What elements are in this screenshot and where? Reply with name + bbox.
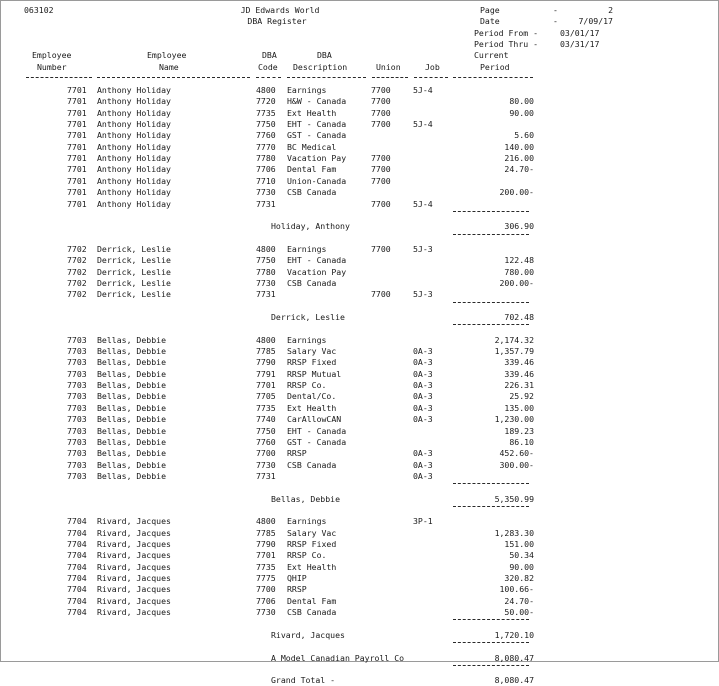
row-current-period: 86.10 bbox=[509, 436, 534, 447]
report-title: DBA Register bbox=[247, 16, 307, 26]
row-dba-description: Earnings bbox=[287, 85, 327, 95]
group-total-value: 702.48 bbox=[504, 312, 534, 322]
company-total-value: 8,080.47 bbox=[494, 652, 534, 663]
company-total-label: A Model Canadian Payroll Co bbox=[271, 652, 405, 663]
col-current-period: Period bbox=[480, 62, 510, 72]
row-current-period: 5.60 bbox=[514, 130, 534, 141]
row-job: 0A-3 bbox=[413, 459, 433, 470]
row-employee-number: 7704 bbox=[67, 595, 87, 606]
group-rule bbox=[453, 324, 529, 325]
row-dba-code: 4800 bbox=[256, 243, 276, 254]
row-current-period: 90.00 bbox=[509, 561, 534, 572]
row-dba-description: RRSP Mutual bbox=[287, 368, 342, 379]
row-job: 0A-3 bbox=[413, 414, 433, 425]
row-job: 0A-3 bbox=[413, 346, 433, 357]
row-employee-number: 7704 bbox=[67, 527, 87, 538]
row-current-period: 1,357.79 bbox=[494, 346, 534, 357]
row-current-period: 780.00 bbox=[504, 266, 534, 277]
row-employee-name: Derrick, Leslie bbox=[97, 266, 171, 277]
date-dash: - bbox=[553, 16, 558, 26]
row-dba-code: 7730 bbox=[256, 277, 276, 288]
row-dba-description: CSB Canada bbox=[287, 607, 337, 618]
col-employee-name: Employee bbox=[147, 50, 187, 60]
row-job: 0A-3 bbox=[413, 391, 433, 402]
row-union: 7700 bbox=[371, 153, 391, 164]
row-dba-description: Earnings bbox=[287, 516, 327, 527]
row-dba-code: 7790 bbox=[256, 539, 276, 549]
period-thru-label: Period Thru - bbox=[474, 39, 539, 49]
row-dba-code: 7750 bbox=[256, 425, 276, 436]
subtotal-rule bbox=[453, 483, 529, 484]
row-employee-number: 7701 bbox=[67, 96, 87, 107]
col-dba-code: DBA bbox=[262, 50, 277, 60]
row-union: 7700 bbox=[371, 289, 391, 300]
row-employee-name: Derrick, Leslie bbox=[97, 255, 171, 266]
row-employee-name: Rivard, Jacques bbox=[97, 584, 171, 595]
group-total-value: 5,350.99 bbox=[494, 493, 534, 504]
row-dba-code: 4800 bbox=[256, 334, 276, 345]
row-dba-description: BC Medical bbox=[287, 141, 337, 152]
row-dba-description: RRSP Fixed bbox=[287, 357, 337, 368]
row-union: 7700 bbox=[371, 107, 391, 118]
row-dba-description: EHT - Canada bbox=[287, 255, 347, 266]
row-employee-name: Bellas, Debbie bbox=[97, 436, 167, 447]
header-rule bbox=[97, 77, 250, 78]
period-from-label: Period From - bbox=[474, 28, 539, 38]
header-rule bbox=[256, 77, 281, 78]
row-dba-description: Ext Health bbox=[287, 561, 337, 572]
row-employee-name: Anthony Holiday bbox=[97, 198, 171, 209]
row-job: 5J-3 bbox=[413, 289, 433, 300]
row-dba-description: Dental/Co. bbox=[287, 391, 337, 402]
row-dba-code: 7701 bbox=[256, 380, 276, 391]
row-employee-number: 7701 bbox=[67, 130, 87, 141]
row-employee-number: 7702 bbox=[67, 289, 87, 300]
subtotal-rule bbox=[453, 619, 529, 620]
row-employee-name: Rivard, Jacques bbox=[97, 516, 171, 527]
row-dba-code: 7730 bbox=[256, 607, 276, 618]
group-rule bbox=[453, 506, 529, 507]
company-name: JD Edwards World bbox=[240, 5, 320, 15]
row-dba-code: 7760 bbox=[256, 130, 276, 141]
page-label: Page bbox=[480, 5, 500, 15]
row-dba-code: 7701 bbox=[256, 550, 276, 561]
row-current-period: 339.46 bbox=[504, 368, 534, 379]
row-job: 0A-3 bbox=[413, 380, 433, 391]
col-job: Job bbox=[425, 62, 440, 72]
row-employee-number: 7701 bbox=[67, 175, 87, 186]
header-rule bbox=[372, 77, 408, 78]
header-rule bbox=[287, 77, 366, 78]
grand-total-value: 8,080.47 bbox=[494, 675, 534, 686]
row-dba-code: 7791 bbox=[256, 368, 276, 379]
row-current-period: 50.00- bbox=[504, 607, 534, 618]
period-thru-value: 03/31/17 bbox=[560, 39, 600, 49]
row-dba-description: Union-Canada bbox=[287, 175, 347, 186]
row-dba-code: 7720 bbox=[256, 96, 276, 107]
row-employee-number: 7702 bbox=[67, 266, 87, 277]
page-dash: - bbox=[553, 5, 558, 15]
row-employee-number: 7701 bbox=[67, 119, 87, 130]
col-employee-name: Name bbox=[159, 62, 179, 72]
row-dba-description: RRSP bbox=[287, 448, 307, 459]
col-employee-number: Employee bbox=[32, 50, 72, 60]
row-dba-code: 7780 bbox=[256, 153, 276, 164]
row-employee-name: Anthony Holiday bbox=[97, 153, 171, 164]
row-union: 7700 bbox=[371, 198, 391, 209]
row-employee-name: Bellas, Debbie bbox=[97, 414, 167, 425]
row-dba-code: 4800 bbox=[256, 85, 276, 95]
row-dba-code: 7735 bbox=[256, 561, 276, 572]
row-current-period: 100.66- bbox=[499, 584, 534, 595]
row-current-period: 339.46 bbox=[504, 357, 534, 368]
row-dba-description: QHIP bbox=[287, 573, 307, 584]
row-employee-name: Anthony Holiday bbox=[97, 187, 171, 198]
group-total-label: Rivard, Jacques bbox=[271, 629, 345, 640]
row-employee-number: 7704 bbox=[67, 607, 87, 618]
group-total-value: 1,720.10 bbox=[494, 629, 534, 640]
row-union: 7700 bbox=[371, 164, 391, 175]
row-dba-code: 7785 bbox=[256, 346, 276, 357]
row-employee-name: Bellas, Debbie bbox=[97, 448, 167, 459]
row-dba-description: Earnings bbox=[287, 334, 327, 345]
row-employee-number: 7704 bbox=[67, 516, 87, 527]
row-dba-code: 7780 bbox=[256, 266, 276, 277]
row-union: 7700 bbox=[371, 175, 391, 186]
row-employee-number: 7703 bbox=[67, 402, 87, 413]
group-total-label: Holiday, Anthony bbox=[271, 221, 350, 232]
report-id: 063102 bbox=[24, 5, 54, 15]
subtotal-rule bbox=[453, 211, 529, 212]
row-dba-description: Earnings bbox=[287, 243, 327, 254]
row-current-period: 2,174.32 bbox=[494, 334, 534, 345]
row-employee-number: 7703 bbox=[67, 436, 87, 447]
row-dba-description: Salary Vac bbox=[287, 527, 337, 538]
header-rule bbox=[26, 77, 92, 78]
row-employee-name: Bellas, Debbie bbox=[97, 334, 167, 345]
row-employee-name: Derrick, Leslie bbox=[97, 277, 171, 288]
row-current-period: 320.82 bbox=[504, 573, 534, 584]
row-job: 5J-4 bbox=[413, 198, 433, 209]
row-job: 0A-3 bbox=[413, 470, 433, 481]
row-dba-description: EHT - Canada bbox=[287, 425, 347, 436]
row-dba-code: 7706 bbox=[256, 164, 276, 175]
row-employee-name: Rivard, Jacques bbox=[97, 527, 171, 538]
period-from-value: 03/01/17 bbox=[560, 28, 600, 38]
company-total-rule bbox=[453, 665, 529, 666]
row-dba-description: Dental Fam bbox=[287, 164, 337, 175]
row-union: 7700 bbox=[371, 243, 391, 254]
row-dba-code: 7735 bbox=[256, 107, 276, 118]
row-dba-description: RRSP Fixed bbox=[287, 539, 337, 549]
row-current-period: 1,230.00 bbox=[494, 414, 534, 425]
grand-total-label: Grand Total - bbox=[271, 675, 336, 686]
row-employee-number: 7703 bbox=[67, 368, 87, 379]
row-employee-name: Rivard, Jacques bbox=[97, 539, 171, 549]
row-current-period: 80.00 bbox=[509, 96, 534, 107]
row-employee-name: Rivard, Jacques bbox=[97, 561, 171, 572]
group-total-value: 306.90 bbox=[504, 221, 534, 232]
row-current-period: 24.70- bbox=[504, 595, 534, 606]
row-employee-number: 7703 bbox=[67, 380, 87, 391]
row-employee-name: Bellas, Debbie bbox=[97, 368, 167, 379]
row-dba-code: 7700 bbox=[256, 584, 276, 595]
row-employee-number: 7701 bbox=[67, 107, 87, 118]
row-current-period: 189.23 bbox=[504, 425, 534, 436]
row-job: 0A-3 bbox=[413, 368, 433, 379]
row-dba-code: 7731 bbox=[256, 289, 276, 300]
subtotal-rule bbox=[453, 302, 529, 303]
row-employee-name: Anthony Holiday bbox=[97, 107, 171, 118]
row-current-period: 151.00 bbox=[504, 539, 534, 549]
row-employee-number: 7703 bbox=[67, 357, 87, 368]
row-union: 7700 bbox=[371, 85, 391, 95]
col-dba-code: Code bbox=[258, 62, 278, 72]
row-dba-description: H&W - Canada bbox=[287, 96, 347, 107]
row-dba-code: 7770 bbox=[256, 141, 276, 152]
row-dba-code: 7735 bbox=[256, 402, 276, 413]
row-dba-code: 7750 bbox=[256, 119, 276, 130]
row-dba-description: RRSP Co. bbox=[287, 380, 327, 391]
row-employee-number: 7703 bbox=[67, 459, 87, 470]
row-employee-number: 7702 bbox=[67, 277, 87, 288]
row-dba-code: 7775 bbox=[256, 573, 276, 584]
group-rule bbox=[453, 642, 529, 643]
row-employee-number: 7701 bbox=[67, 198, 87, 209]
row-employee-name: Rivard, Jacques bbox=[97, 573, 171, 584]
row-job: 0A-3 bbox=[413, 357, 433, 368]
row-dba-code: 7731 bbox=[256, 198, 276, 209]
row-employee-name: Anthony Holiday bbox=[97, 175, 171, 186]
row-dba-description: CSB Canada bbox=[287, 459, 337, 470]
row-dba-code: 4800 bbox=[256, 516, 276, 527]
row-current-period: 200.00- bbox=[499, 187, 534, 198]
col-union: Union bbox=[376, 62, 401, 72]
row-current-period: 135.00 bbox=[504, 402, 534, 413]
row-employee-name: Bellas, Debbie bbox=[97, 391, 167, 402]
row-employee-name: Bellas, Debbie bbox=[97, 402, 167, 413]
row-dba-description: Vacation Pay bbox=[287, 153, 347, 164]
row-job: 5J-3 bbox=[413, 243, 433, 254]
row-employee-name: Derrick, Leslie bbox=[97, 289, 171, 300]
row-current-period: 90.00 bbox=[509, 107, 534, 118]
row-dba-description: Vacation Pay bbox=[287, 266, 347, 277]
row-current-period: 24.70- bbox=[504, 164, 534, 175]
row-dba-description: Dental Fam bbox=[287, 595, 337, 606]
row-employee-name: Anthony Holiday bbox=[97, 96, 171, 107]
row-dba-code: 7730 bbox=[256, 459, 276, 470]
row-employee-name: Anthony Holiday bbox=[97, 119, 171, 130]
row-employee-number: 7704 bbox=[67, 550, 87, 561]
row-dba-code: 7740 bbox=[256, 414, 276, 425]
row-employee-name: Bellas, Debbie bbox=[97, 357, 167, 368]
row-employee-number: 7701 bbox=[67, 141, 87, 152]
row-dba-code: 7731 bbox=[256, 470, 276, 481]
row-employee-name: Anthony Holiday bbox=[97, 141, 171, 152]
row-current-period: 122.48 bbox=[504, 255, 534, 266]
row-employee-name: Anthony Holiday bbox=[97, 164, 171, 175]
row-employee-number: 7704 bbox=[67, 539, 87, 549]
row-current-period: 300.00- bbox=[499, 459, 534, 470]
row-employee-number: 7704 bbox=[67, 584, 87, 595]
row-current-period: 140.00 bbox=[504, 141, 534, 152]
row-employee-name: Bellas, Debbie bbox=[97, 425, 167, 436]
row-employee-name: Derrick, Leslie bbox=[97, 243, 171, 254]
row-dba-description: CarAllowCAN bbox=[287, 414, 342, 425]
row-job: 5J-4 bbox=[413, 119, 433, 130]
date-value: 7/09/17 bbox=[578, 16, 613, 26]
row-employee-name: Rivard, Jacques bbox=[97, 595, 171, 606]
row-employee-name: Bellas, Debbie bbox=[97, 470, 167, 481]
row-current-period: 1,283.30 bbox=[494, 527, 534, 538]
row-dba-code: 7706 bbox=[256, 595, 276, 606]
row-dba-description: Ext Health bbox=[287, 402, 337, 413]
row-dba-code: 7750 bbox=[256, 255, 276, 266]
group-rule bbox=[453, 234, 529, 235]
row-employee-number: 7703 bbox=[67, 425, 87, 436]
row-union: 7700 bbox=[371, 96, 391, 107]
row-dba-description: CSB Canada bbox=[287, 187, 337, 198]
page-value: 2 bbox=[608, 5, 613, 15]
row-current-period: 25.92 bbox=[509, 391, 534, 402]
row-employee-number: 7701 bbox=[67, 153, 87, 164]
row-dba-code: 7790 bbox=[256, 357, 276, 368]
header-rule bbox=[453, 77, 533, 78]
row-employee-name: Anthony Holiday bbox=[97, 130, 171, 141]
row-employee-number: 7703 bbox=[67, 391, 87, 402]
row-dba-description: RRSP Co. bbox=[287, 550, 327, 561]
row-employee-name: Rivard, Jacques bbox=[97, 550, 171, 561]
row-dba-code: 7760 bbox=[256, 436, 276, 447]
row-employee-number: 7703 bbox=[67, 334, 87, 345]
row-union: 7700 bbox=[371, 119, 391, 130]
row-current-period: 452.60- bbox=[499, 448, 534, 459]
row-employee-number: 7701 bbox=[67, 164, 87, 175]
row-employee-number: 7703 bbox=[67, 346, 87, 357]
row-dba-description: RRSP bbox=[287, 584, 307, 595]
col-dba-description: DBA bbox=[317, 50, 332, 60]
date-label: Date bbox=[480, 16, 500, 26]
row-dba-code: 7730 bbox=[256, 187, 276, 198]
row-current-period: 226.31 bbox=[504, 380, 534, 391]
row-current-period: 50.34 bbox=[509, 550, 534, 561]
row-job: 3P-1 bbox=[413, 516, 433, 527]
row-employee-name: Anthony Holiday bbox=[97, 85, 171, 95]
col-dba-description: Description bbox=[293, 62, 348, 72]
row-employee-name: Bellas, Debbie bbox=[97, 459, 167, 470]
row-dba-description: Ext Health bbox=[287, 107, 337, 118]
row-dba-code: 7785 bbox=[256, 527, 276, 538]
row-dba-description: CSB Canada bbox=[287, 277, 337, 288]
row-job: 0A-3 bbox=[413, 402, 433, 413]
header-rule bbox=[414, 77, 448, 78]
row-employee-number: 7701 bbox=[67, 187, 87, 198]
row-employee-name: Bellas, Debbie bbox=[97, 346, 167, 357]
row-employee-number: 7704 bbox=[67, 573, 87, 584]
row-dba-description: EHT - Canada bbox=[287, 119, 347, 130]
row-employee-number: 7701 bbox=[67, 85, 87, 95]
row-dba-code: 7705 bbox=[256, 391, 276, 402]
row-dba-description: Salary Vac bbox=[287, 346, 337, 357]
row-employee-number: 7703 bbox=[67, 414, 87, 425]
row-job: 5J-4 bbox=[413, 85, 433, 95]
row-employee-name: Rivard, Jacques bbox=[97, 607, 171, 618]
row-dba-code: 7700 bbox=[256, 448, 276, 459]
row-dba-description: GST - Canada bbox=[287, 130, 347, 141]
row-employee-name: Bellas, Debbie bbox=[97, 380, 167, 391]
row-employee-number: 7704 bbox=[67, 561, 87, 572]
col-current-period: Current bbox=[474, 50, 509, 60]
row-employee-number: 7702 bbox=[67, 243, 87, 254]
row-dba-description: GST - Canada bbox=[287, 436, 347, 447]
row-job: 0A-3 bbox=[413, 448, 433, 459]
row-employee-number: 7702 bbox=[67, 255, 87, 266]
row-dba-code: 7710 bbox=[256, 175, 276, 186]
row-current-period: 200.00- bbox=[499, 277, 534, 288]
row-employee-number: 7703 bbox=[67, 448, 87, 459]
group-total-label: Derrick, Leslie bbox=[271, 312, 345, 322]
row-employee-number: 7703 bbox=[67, 470, 87, 481]
col-employee-number: Number bbox=[37, 62, 67, 72]
row-current-period: 216.00 bbox=[504, 153, 534, 164]
group-total-label: Bellas, Debbie bbox=[271, 493, 341, 504]
